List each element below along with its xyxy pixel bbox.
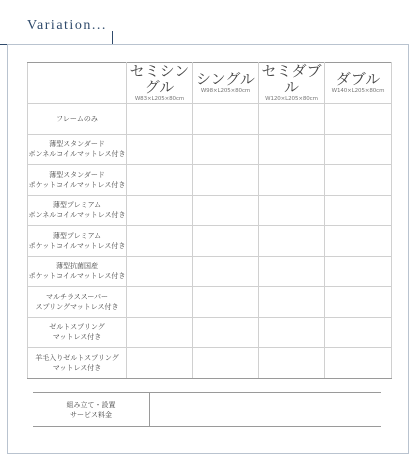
table-row (28, 195, 392, 226)
row-label-line: 薄型プレミアム (52, 201, 102, 210)
column-name: セミダブル (261, 62, 322, 96)
row-label-line: スプリングマットレス付き (35, 302, 119, 311)
row-label-line: マルチラススーパー (45, 292, 109, 301)
row-label (28, 226, 127, 257)
table-cell (259, 195, 325, 226)
table-cell (127, 317, 193, 348)
row-label (28, 256, 127, 287)
column-header (325, 63, 392, 104)
row-label-line: ボンネルコイルマットレス付き (28, 211, 126, 220)
section-title: Variation... (27, 18, 107, 33)
service-fee-label-line: 組み立て・設置 (66, 400, 116, 409)
row-label (28, 348, 127, 379)
table-cell (127, 226, 193, 257)
column-size: W140×L205×80cm (331, 88, 385, 94)
table-cell (193, 226, 259, 257)
table-cell (193, 165, 259, 196)
table-cell (193, 317, 259, 348)
service-fee-row (33, 392, 381, 427)
table-cell (127, 348, 193, 379)
table-cell (193, 256, 259, 287)
table-cell (259, 348, 325, 379)
row-label-line: 羊毛入りゼルトスプリング (35, 353, 119, 362)
table-cell (325, 104, 392, 135)
table-cell (127, 165, 193, 196)
row-label-line: マットレス付き (52, 363, 102, 372)
row-label-line: 薄型スタンダード (49, 140, 105, 149)
table-cell (193, 195, 259, 226)
table-cell (259, 287, 325, 318)
table-cell (259, 104, 325, 135)
row-label (28, 317, 127, 348)
header-corner (28, 63, 127, 104)
row-label (28, 104, 127, 135)
table-cell (325, 287, 392, 318)
row-label-line: 薄型スタンダード (49, 170, 105, 179)
table-cell (259, 226, 325, 257)
table-row (28, 256, 392, 287)
row-label (28, 287, 127, 318)
table-row (28, 226, 392, 257)
row-label-line: 薄型プレミアム (52, 231, 102, 240)
table-cell (259, 134, 325, 165)
column-name: セミシングル (129, 62, 190, 96)
table-cell (193, 348, 259, 379)
table-row (28, 104, 392, 135)
column-size: W83×L205×80cm (134, 96, 185, 102)
column-header (193, 63, 259, 104)
title-divider (112, 31, 113, 44)
table-cell (193, 104, 259, 135)
row-label (28, 165, 127, 196)
table-cell (193, 287, 259, 318)
row-label-line: ボンネルコイルマットレス付き (28, 150, 126, 159)
table-cell (127, 256, 193, 287)
table-cell (325, 317, 392, 348)
row-label (28, 195, 127, 226)
table-cell (325, 134, 392, 165)
table-cell (325, 195, 392, 226)
column-header (127, 63, 193, 104)
table-row (28, 165, 392, 196)
row-label-line: ゼルトスプリング (49, 323, 105, 332)
column-name: ダブル (335, 70, 381, 88)
table-cell (259, 256, 325, 287)
table-cell (127, 287, 193, 318)
service-fee-label (33, 393, 150, 426)
table-cell (127, 104, 193, 135)
service-fee-label-line: サービス料金 (70, 410, 112, 419)
table-row (28, 317, 392, 348)
table-cell (325, 226, 392, 257)
column-header (259, 63, 325, 104)
table-cell (325, 348, 392, 379)
table-cell (193, 134, 259, 165)
row-label-line: 薄型抗菌国産 (56, 262, 98, 271)
column-size: W98×L205×80cm (200, 88, 251, 94)
table-cell (325, 256, 392, 287)
row-label (28, 134, 127, 165)
table-row (28, 348, 392, 379)
table-cell (259, 317, 325, 348)
column-size: W120×L205×80cm (265, 96, 318, 102)
table-cell (127, 134, 193, 165)
table-cell (325, 165, 392, 196)
row-label-line: マットレス付き (52, 333, 102, 342)
column-name: シングル (196, 70, 255, 88)
table-cell (259, 165, 325, 196)
table-header-row (28, 63, 392, 104)
row-label-line: ポケットコイルマットレス付き (28, 180, 126, 189)
row-label-line: フレームのみ (56, 114, 98, 123)
table-row (28, 287, 392, 318)
variation-table (27, 62, 392, 379)
row-label-line: ポケットコイルマットレス付き (28, 272, 126, 281)
row-label-line: ポケットコイルマットレス付き (28, 241, 126, 250)
table-cell (127, 195, 193, 226)
table-row (28, 134, 392, 165)
